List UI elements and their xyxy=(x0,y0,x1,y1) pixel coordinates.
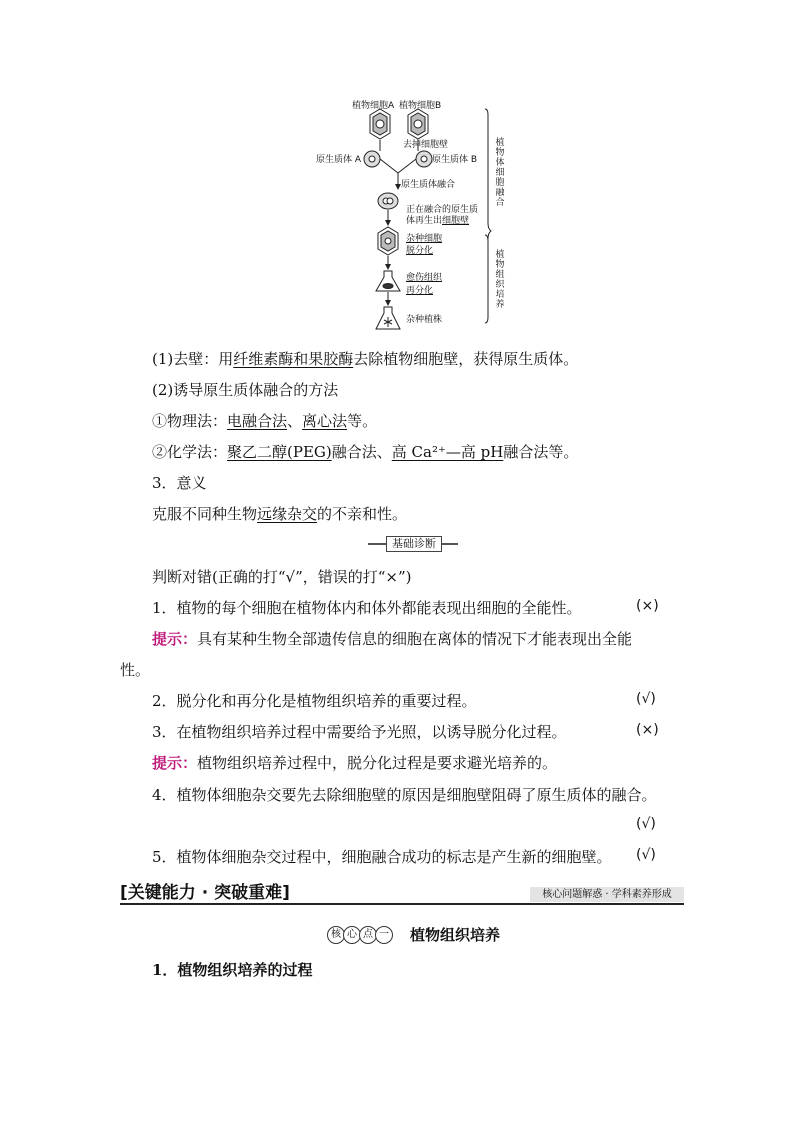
basic-diagnosis-badge xyxy=(368,536,458,552)
para-physical-a2: 离心法 xyxy=(302,412,348,430)
plant-cell-a-icon xyxy=(370,109,390,139)
hint-3-text: 植物组织培养过程中，脱分化过程是要求避光培养的。 xyxy=(197,754,558,772)
label-cell-b: 植物细胞B xyxy=(399,101,442,111)
label-rediff: 再分化 xyxy=(406,286,434,296)
label-regen-2-prefix: 体再生出 xyxy=(406,216,443,226)
core-char-3: 点 xyxy=(359,926,377,944)
hybrid-cell-icon xyxy=(378,227,398,255)
judge-mark-4: (√) xyxy=(636,816,656,832)
para-significance-suffix: 的不亲和性。 xyxy=(317,505,408,523)
judge-item-2: 2．脱分化和再分化是植物组织培养的重要过程。 xyxy=(152,692,477,710)
plant-cell-b-icon xyxy=(408,109,428,139)
label-cell-a: 植物细胞A xyxy=(352,101,395,111)
judge-mark-3: (×) xyxy=(636,722,659,738)
subsection-1: 1．植物组织培养的过程 xyxy=(152,961,313,979)
para-induce-fusion: (2)诱导原生质体融合的方法 xyxy=(152,381,339,399)
fusing-protoplast-icon xyxy=(378,193,398,209)
para-physical-prefix: ①物理法： xyxy=(152,412,228,430)
label-protoplast-a: 原生质体 A xyxy=(316,155,362,165)
label-hybrid-plant: 杂种植株 xyxy=(406,315,443,325)
bracket-label-culture: 植物组织培养 xyxy=(495,250,505,310)
core-char-2: 心 xyxy=(343,926,361,944)
section-title: [关键能力 · 突破重难] xyxy=(120,883,290,903)
para-significance-answer: 远缘杂交 xyxy=(257,505,318,523)
hint-1-line-2: 性。 xyxy=(120,661,151,679)
judge-item-4: 4．植物体细胞杂交要先去除细胞壁的原因是细胞壁阻碍了原生质体的融合。 xyxy=(152,786,657,804)
label-regen-2 xyxy=(406,216,469,227)
judge-mark-5: (√) xyxy=(636,847,656,863)
judge-item-1: 1．植物的每个细胞在植物体内和体外都能表现出细胞的全能性。 xyxy=(152,599,582,617)
judge-item-3: 3．在植物组织培养过程中需要给予光照，以诱导脱分化过程。 xyxy=(152,723,567,741)
core-point-title: 植物组织培养 xyxy=(410,926,501,944)
para-significance-heading: 3．意义 xyxy=(152,474,207,492)
para-remove-wall-answer: 纤维素酶和果胶酶 xyxy=(233,350,354,368)
label-regen-1: 正在融合的原生质 xyxy=(406,205,479,215)
para-chemical-mid: 融合法、 xyxy=(331,443,392,461)
label-protoplast-b: 原生质体 B xyxy=(432,155,478,165)
para-remove-wall-prefix: (1)去壁：用 xyxy=(152,350,234,368)
hint-1-line-1 xyxy=(152,629,632,649)
judge-mark-1: (×) xyxy=(636,598,659,614)
para-chemical-a2: 高 Ca²⁺—高 pH xyxy=(391,443,504,461)
judge-title: 判断对错(正确的打“√”，错误的打“×”) xyxy=(152,568,412,586)
core-char-1: 核 xyxy=(327,926,345,944)
label-hybrid-cell: 杂种细胞 xyxy=(406,234,443,244)
bracket-label-fusion: 植物体细胞融合 xyxy=(495,138,505,208)
judge-mark-2: (√) xyxy=(636,691,656,707)
label-remove-wall: 去掉细胞壁 xyxy=(403,140,449,150)
hint-1-label: 提示： xyxy=(152,630,198,648)
para-chemical-suffix: 融合法等。 xyxy=(503,443,579,461)
section-tag: 核心问题解惑 · 学科素养形成 xyxy=(530,887,684,902)
label-fusion: 原生质体融合 xyxy=(401,180,456,190)
label-regen-2-link: 细胞壁 xyxy=(442,216,470,226)
hint-3-label: 提示： xyxy=(152,754,198,772)
core-char-4: 一 xyxy=(375,926,393,944)
para-significance-prefix: 克服不同种生物 xyxy=(152,505,258,523)
protoplast-b-icon xyxy=(416,151,432,167)
para-significance xyxy=(152,504,407,524)
hint-3 xyxy=(152,753,557,773)
para-remove-wall-suffix: 去除植物细胞壁，获得原生质体。 xyxy=(353,350,579,368)
para-physical xyxy=(152,411,377,431)
section-rule xyxy=(120,903,684,905)
para-physical-sep: 、 xyxy=(287,412,303,430)
core-point-badge xyxy=(327,926,393,944)
para-chemical-prefix: ②化学法： xyxy=(152,443,228,461)
para-physical-a1: 电融合法 xyxy=(227,412,288,430)
label-callus: 愈伤组织 xyxy=(406,273,443,283)
para-remove-wall xyxy=(152,349,578,369)
para-physical-suffix: 等。 xyxy=(347,412,378,430)
judge-item-5: 5．植物体细胞杂交过程中，细胞融合成功的标志是产生新的细胞壁。 xyxy=(152,848,612,866)
para-chemical-a1: 聚乙二醇(PEG) xyxy=(227,443,332,461)
hint-1-text: 具有某种生物全部遗传信息的细胞在离体的情况下才能表现出全能 xyxy=(197,630,633,648)
hybrid-plant-flask-icon xyxy=(376,307,400,329)
label-dediff: 脱分化 xyxy=(406,246,434,256)
protoplast-a-icon xyxy=(364,151,380,167)
badge-label: 基础诊断 xyxy=(386,536,442,552)
para-chemical xyxy=(152,442,578,462)
callus-flask-icon xyxy=(376,271,400,291)
